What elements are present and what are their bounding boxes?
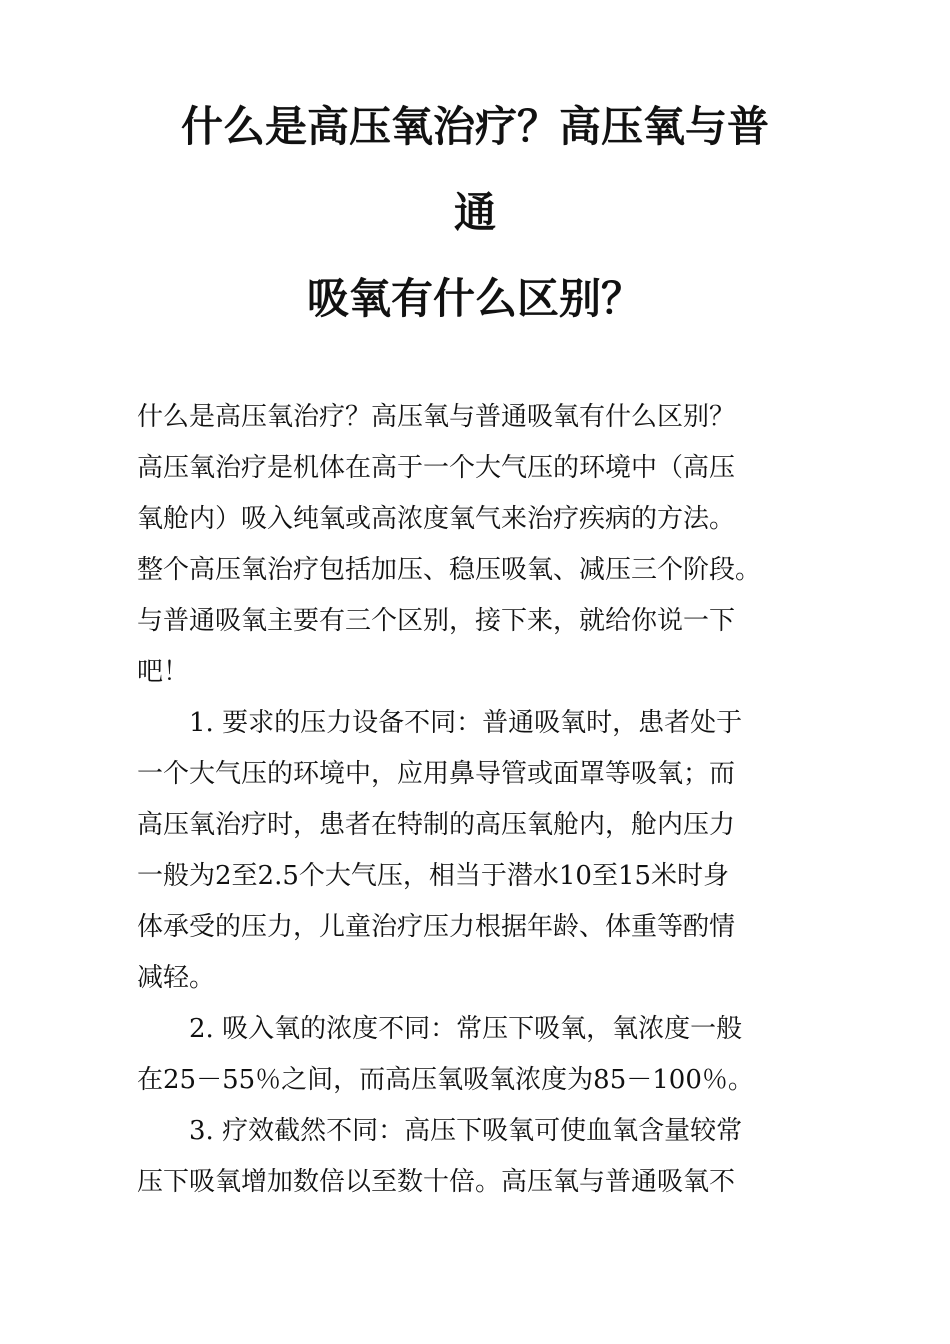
body-line: 1. 要求的压力设备不同：普通吸氧时，患者处于 xyxy=(189,708,743,738)
body-line: 高压氧治疗时，患者在特制的高压氧舱内，舱内压力 xyxy=(137,810,736,840)
document-title xyxy=(0,98,950,356)
body-line: 高压氧治疗是机体在高于一个大气压的环境中（高压 xyxy=(137,453,736,483)
body-line: 吧！ xyxy=(137,657,190,687)
document-body xyxy=(137,392,837,1208)
body-line: 一般为2至2.5个大气压，相当于潜水10至15米时身 xyxy=(137,861,730,891)
body-line: 一个大气压的环境中，应用鼻导管或面罩等吸氧；而 xyxy=(137,759,736,789)
body-line: 在25－55％之间，而高压氧吸氧浓度为85－100％。 xyxy=(137,1065,754,1095)
body-line: 压下吸氧增加数倍以至数十倍。高压氧与普通吸氧不 xyxy=(137,1167,736,1197)
body-line: 2. 吸入氧的浓度不同：常压下吸氧，氧浓度一般 xyxy=(189,1014,743,1044)
title-line: 通 xyxy=(453,188,496,237)
body-line: 3. 疗效截然不同：高压下吸氧可使血氧含量较常 xyxy=(189,1116,743,1146)
title-line: 吸氧有什么区别？ xyxy=(306,274,643,323)
body-line: 整个高压氧治疗包括加压、稳压吸氧、减压三个阶段。 xyxy=(137,555,762,585)
title-line: 什么是高压氧治疗？高压氧与普 xyxy=(180,102,769,151)
body-line: 与普通吸氧主要有三个区别，接下来，就给你说一下 xyxy=(137,606,736,636)
body-line: 体承受的压力，儿童治疗压力根据年龄、体重等酌情 xyxy=(137,912,736,942)
body-line: 减轻。 xyxy=(137,963,216,993)
body-line: 什么是高压氧治疗？高压氧与普通吸氧有什么区别？ xyxy=(137,402,736,432)
body-line: 氧舱内）吸入纯氧或高浓度氧气来治疗疾病的方法。 xyxy=(137,504,736,534)
